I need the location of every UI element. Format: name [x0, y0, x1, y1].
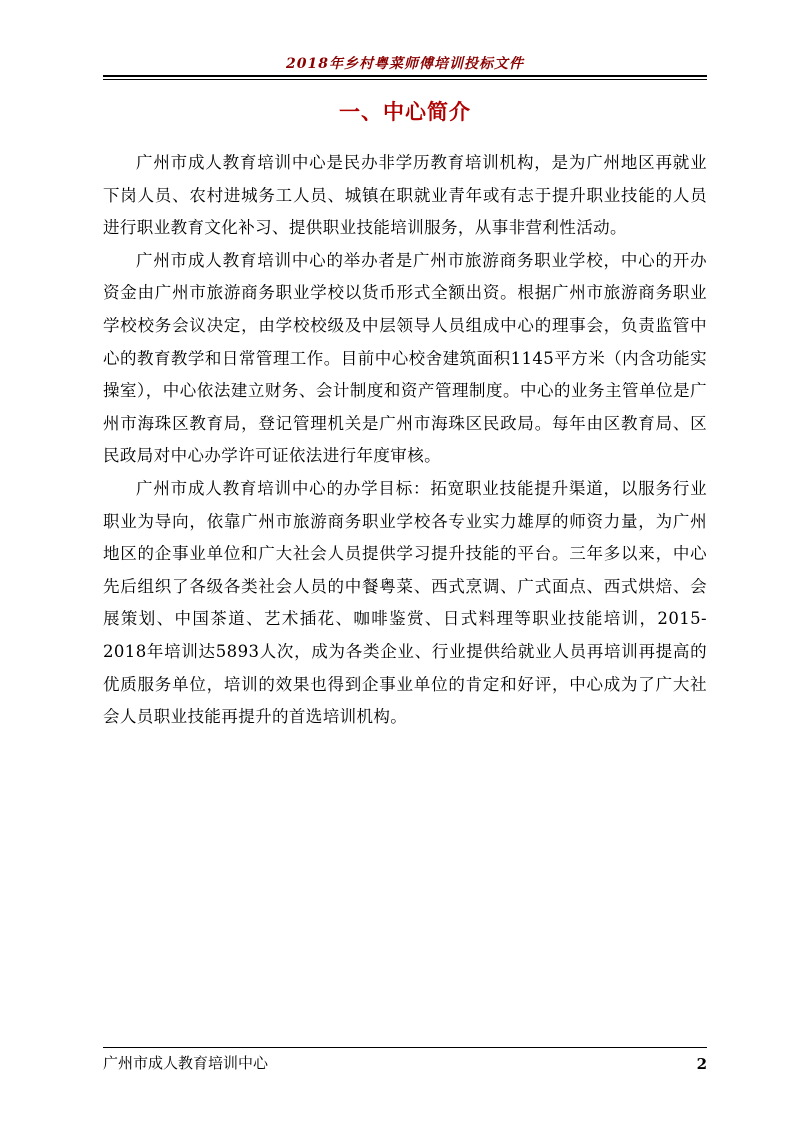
- paragraph-intro: 广州市成人教育培训中心是民办非学历教育培训机构，是为广州地区再就业下岗人员、农村进城务工人员、城镇在职就业青年或有志于提升职业技能的人员进行职业教育文化补习、提供职业技能培训服务，从事非营利性活动。: [103, 153, 707, 238]
- page-header: 2018年乡村粤菜师傅培训投标文件: [286, 56, 524, 72]
- section-title: 一、中心简介: [339, 99, 471, 124]
- paragraph-organizer: 广州市成人教育培训中心的举办者是广州市旅游商务职业学校，中心的开办资金由广州市旅游商务职业学校以货币形式全额出资。根据广州市旅游商务职业学校校务会议决定，由学校校级及中层领导人员组成中心的理事会，负责监管中心的教育教学和日常管理工作。目前中心校舍建筑面积1145平方米（内含功能实操室），中心依法建立财务、会计制度和资产管理制度。中心的业务主管单位是广州市海珠区教育局，登记管理机关是广州市海珠区民政局。每年由区教育局、区民政局对中心办学许可证依法进行年度审核。: [103, 250, 707, 466]
- body-text: [103, 147, 707, 734]
- paragraph-goals: 广州市成人教育培训中心的办学目标：拓宽职业技能提升渠道，以服务行业职业为导向，依靠广州市旅游商务职业学校各专业实力雄厚的师资力量，为广州地区的企事业单位和广大社会人员提供学习提升技能的平台。三年多以来，中心先后组织了各级各类社会人员的中餐粤菜、西式烹调、广式面点、西式烘焙、会展策划、中国茶道、艺术插花、咖啡鉴赏、日式料理等职业技能培训，2015-2018年培训达5893人次，成为各类企业、行业提供给就业人员再培训再提高的优质服务单位，培训的效果也得到企事业单位的肯定和好评，中心成为了广大社会人员职业技能再提升的首选培训机构。: [103, 478, 707, 727]
- header-rule-thin: [103, 79, 707, 80]
- footer-rule: [103, 1047, 707, 1048]
- footer-organization: 广州市成人教育培训中心: [103, 1054, 269, 1072]
- header-rule-thick: [103, 75, 707, 77]
- page-number: 2: [696, 1055, 707, 1073]
